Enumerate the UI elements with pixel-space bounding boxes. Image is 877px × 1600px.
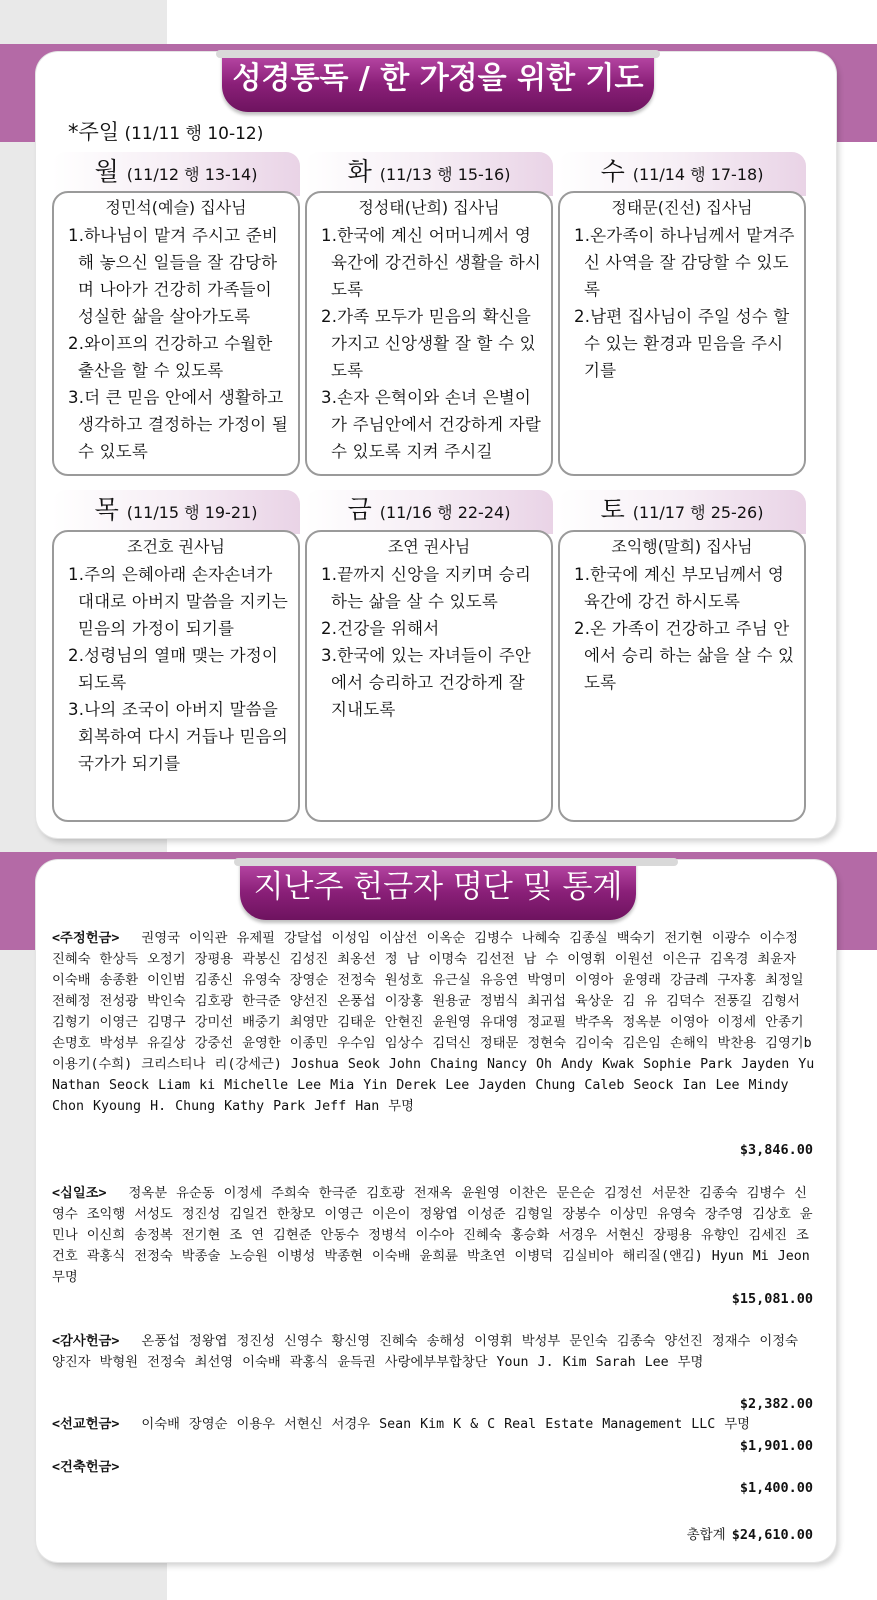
family-name: 정민석(예슬) 집사님 — [105, 198, 247, 217]
offering-section-mission — [52, 1414, 817, 1435]
prayer-list — [307, 561, 551, 723]
offering-category: <건축헌금> — [52, 1460, 120, 1475]
sunday-range: (11/11 행 10-12) — [124, 124, 264, 144]
family-name: 정태문(진선) 집사님 — [611, 198, 753, 217]
total-amount: $24,610.00 — [731, 1527, 813, 1543]
offering-amount: $1,400.00 — [739, 1480, 813, 1496]
offering-category: <주정헌금> — [52, 931, 120, 946]
prayer-item: 2.성령님의 열매 맺는 가정이 되도록 — [68, 646, 279, 692]
offering-section-tithe — [52, 1183, 817, 1288]
day-range: (11/15 행 19-21) — [126, 503, 258, 522]
offering-category: <감사헌금> — [52, 1334, 120, 1349]
prayer-item: 2.와이프의 건강하고 수월한 출산을 할 수 있도록 — [68, 334, 273, 380]
family-name: 조연 권사님 — [387, 537, 471, 556]
prayer-item: 2.남편 집사님이 주일 성수 할 수 있는 환경과 믿음을 주시기를 — [574, 307, 790, 380]
prayer-title: 성경통독 / 한 가정을 위한 기도 — [222, 50, 654, 112]
day-tab-fri — [305, 490, 553, 534]
day-label: 토 — [600, 495, 625, 524]
day-box-fri — [305, 530, 553, 822]
offering-names: 온풍섭 정왕엽 정진성 신영수 황신영 진혜숙 송해성 이영휘 박성부 문인숙 김종숙 양선진 정재수 이정숙 양진자 박형원 전정숙 최선영 이숙배 곽홍식 윤득권 사랑에부부합창단 Youn J. Kim Sarah Lee 무명 — [52, 1334, 798, 1370]
day-box-tue — [305, 191, 553, 476]
sunday-reading — [68, 116, 263, 146]
family-name: 조건호 권사님 — [127, 537, 225, 556]
day-tab-thu — [52, 490, 300, 534]
prayer-list — [54, 222, 298, 465]
prayer-list — [560, 222, 804, 384]
day-box-sat — [558, 530, 806, 822]
day-label: 수 — [600, 157, 625, 186]
prayer-item: 1.주의 은혜아래 손자손녀가 대대로 아버지 말씀을 지키는 믿음의 가정이 되기를 — [68, 565, 289, 638]
prayer-list — [560, 561, 804, 696]
day-tab-tue — [305, 152, 553, 196]
day-range: (11/12 행 13-14) — [126, 165, 258, 184]
prayer-item: 3.나의 조국이 아버지 말씀을 회복하여 다시 거듭나 믿음의 국가가 되기를 — [68, 700, 289, 773]
prayer-item: 1.온가족이 하나님께서 맡겨주신 사역을 잘 감당할 수 있도록 — [574, 226, 795, 299]
prayer-item: 1.한국에 계신 부모님께서 영육간에 강건 하시도록 — [574, 565, 785, 611]
offering-category: <십일조> — [52, 1186, 107, 1201]
day-tab-sat — [558, 490, 806, 534]
prayer-list — [54, 561, 298, 777]
offering-names: 이숙배 장영순 이용우 서현신 서경우 Sean Kim K & C Real Estate Management LLC 무명 — [141, 1417, 751, 1432]
prayer-item: 2.건강을 위해서 — [321, 619, 440, 638]
day-range: (11/13 행 15-16) — [379, 165, 511, 184]
prayer-list — [307, 222, 551, 465]
prayer-item: 3.더 큰 믿음 안에서 생활하고 생각하고 결정하는 가정이 될 수 있도록 — [68, 388, 289, 461]
day-tab-mon — [52, 152, 300, 196]
prayer-item: 2.온 가족이 건강하고 주님 안에서 승리 하는 삶을 살 수 있도록 — [574, 619, 795, 692]
offering-amount: $1,901.00 — [739, 1438, 813, 1454]
prayer-item: 1.한국에 계신 어머니께서 영육간에 강건하신 생활을 하시도록 — [321, 226, 542, 299]
offering-names: 정옥분 유순동 이정세 주희숙 한극준 김호광 전재옥 윤원영 이찬은 문은순 김정선 서문찬 김종숙 김병수 신영수 조익행 서성도 정진성 김일건 한창모 이영근 이은이 정왕엽 이성준 김형일 장봉수 이상민 유영숙 장주영 김상호 윤민나 이신희 송정복 전기현 조 연 김현준 안동수 정병석 이수아 진혜숙 홍승화 서경우 서현신 장평용 유향인 김세진 조건호 곽홍식 전정숙 박종술 노승원 이병성 박종현 이숙배 윤희륜 박초연 이병덕 김실비아 해리질(앤김) Hyun Mi Jeon 무명 — [52, 1186, 813, 1285]
prayer-item: 1.하나님이 맡겨 주시고 준비해 놓으신 일들을 잘 감당하며 나아가 건강히 가족들이 성실한 삶을 살아가도록 — [68, 226, 279, 326]
day-box-wed — [558, 191, 806, 476]
offering-amount: $2,382.00 — [739, 1396, 813, 1412]
prayer-item: 2.가족 모두가 믿음의 확신을 가지고 신앙생활 잘 할 수 있도록 — [321, 307, 536, 380]
family-name: 정성태(난희) 집사님 — [358, 198, 500, 217]
day-label: 화 — [347, 157, 372, 186]
offering-section-sunday — [52, 928, 817, 1117]
day-label: 금 — [347, 495, 372, 524]
offering-section-thanks — [52, 1331, 817, 1373]
prayer-item: 3.한국에 있는 자녀들이 주안에서 승리하고 건강하게 잘 지내도록 — [321, 646, 532, 719]
day-label: 월 — [94, 157, 119, 186]
offering-category: <선교헌금> — [52, 1417, 120, 1432]
day-range: (11/17 행 25-26) — [632, 503, 764, 522]
sunday-prefix: *주일 — [68, 120, 120, 144]
offering-title: 지난주 헌금자 명단 및 통계 — [240, 858, 636, 920]
day-range: (11/16 행 22-24) — [379, 503, 511, 522]
day-tab-wed — [558, 152, 806, 196]
family-name: 조익행(말희) 집사님 — [611, 537, 753, 556]
day-label: 목 — [94, 495, 119, 524]
prayer-item: 1.끝까지 신앙을 지키며 승리하는 삶을 살 수 있도록 — [321, 565, 532, 611]
offering-names: 권영국 이익관 유제필 강달섭 이성임 이삼선 이옥순 김병수 나혜숙 김종실 백숙기 전기현 이광수 이수정 진혜숙 한상득 오정기 장평용 곽봉신 김성진 최옹선 정 남 이명숙 김선전 남 수 이영휘 이원선 이은규 김옥경 최윤자 이숙배 송종환 이인범 김종신 유영숙 장영순 전정숙 원성호 유근실 유응연 박영미 이영아 윤영래 강금례 구자홍 최정일 전혜정 전성광 박인숙 김호광 한극준 양선진 온풍섭 이장홍 원용균 정범식 최귀섭 육상운 김 유 김덕수 전풍길 김형서 김형기 이영근 김명구 강미선 배중기 최영만 김태운 안현진 윤원영 유대영 정교필 박주옥 정옥분 이영아 이정세 안종기 손명호 박성부 유길상 강중선 윤영한 이종민 우수임 임상수 김덕신 정태문 정현숙 김이숙 김은임 손해익 박찬용 김영기b 이용기(수희) 크리스티나 리(강세근) Joshua Seok John Chaing Nancy Oh Andy Kwak Sophie Park Jayden Yu Nathan Seock Liam ki Michelle Lee Mia Yin Derek Lee Jayden Chung Caleb Seock Ian Lee Mindy Chon Kyoung H. Chung Kathy Park Jeff Han 무명 — [52, 931, 815, 1114]
day-box-thu — [52, 530, 300, 822]
day-range: (11/14 행 17-18) — [632, 165, 764, 184]
offering-amount: $3,846.00 — [739, 1142, 813, 1158]
offering-section-building — [52, 1457, 817, 1478]
offering-total — [687, 1523, 813, 1543]
prayer-item: 3.손자 은혁이와 손녀 은별이가 주님안에서 건강하게 자랄 수 있도록 지켜 주시길 — [321, 388, 542, 461]
day-box-mon — [52, 191, 300, 476]
total-label: 총합계 — [686, 1527, 726, 1543]
offering-amount: $15,081.00 — [731, 1291, 813, 1307]
